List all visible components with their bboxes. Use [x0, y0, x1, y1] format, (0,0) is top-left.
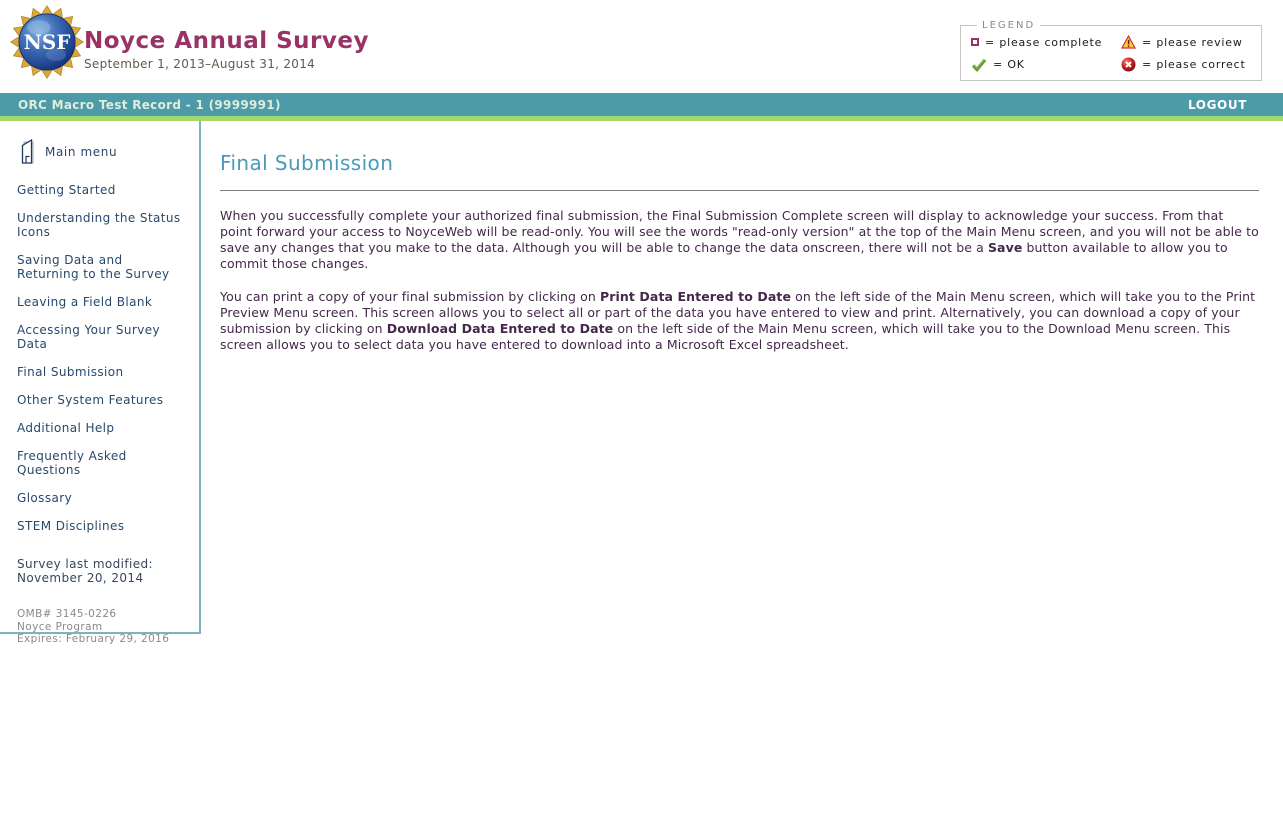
main-menu-icon — [17, 137, 37, 167]
legend-grid — [971, 35, 1251, 72]
error-icon — [1121, 57, 1136, 72]
legend-label: = OK — [993, 58, 1025, 71]
main-content — [201, 121, 1283, 366]
warning-icon — [1121, 35, 1136, 49]
app-subtitle: September 1, 2013–August 31, 2014 — [84, 57, 316, 71]
header — [0, 0, 1283, 93]
title-block — [84, 28, 369, 71]
sidebar-item[interactable]: Saving Data and Returning to the Survey — [17, 253, 170, 281]
sidebar-item[interactable]: Accessing Your Survey Data — [17, 323, 161, 351]
legend-item-correct — [1121, 57, 1251, 72]
legend-label: = please complete — [985, 35, 1103, 49]
logout-button[interactable]: LOGOUT — [1187, 97, 1247, 112]
survey-last-modified-label: Survey last modified: — [17, 557, 153, 571]
legend-item-ok — [971, 57, 1121, 72]
survey-last-modified — [17, 557, 199, 585]
omb-block — [17, 608, 199, 646]
app-title: Noyce Annual Survey — [84, 28, 369, 54]
omb-number: OMB# 3145-0226 — [17, 608, 117, 620]
sidebar-item[interactable]: Final Submission — [17, 365, 124, 379]
sidebar-item[interactable]: Frequently Asked Questions — [17, 449, 127, 477]
check-icon — [971, 58, 987, 72]
sidebar-item[interactable]: Leaving a Field Blank — [17, 295, 153, 309]
page-title: Final Submission — [220, 151, 394, 175]
legend-title: LEGEND — [982, 20, 1036, 31]
sidebar-item[interactable]: Getting Started — [17, 183, 116, 197]
legend-item-complete — [971, 35, 1121, 49]
record-bar — [0, 93, 1283, 116]
legend-label: = please correct — [1142, 58, 1246, 71]
sidebar-item[interactable]: Other System Features — [17, 393, 164, 407]
omb-expires: Expires: February 29, 2016 — [17, 633, 170, 645]
square-icon — [971, 38, 979, 46]
sidebar-item[interactable]: Additional Help — [17, 421, 115, 435]
nsf-logo-icon — [9, 4, 85, 80]
sidebar-item[interactable]: STEM Disciplines — [17, 519, 125, 533]
sidebar — [0, 121, 201, 645]
survey-last-modified-date: November 20, 2014 — [17, 571, 144, 585]
legend-item-review — [1121, 35, 1251, 49]
sidebar-nav — [17, 183, 199, 533]
sidebar-item-main-menu[interactable] — [17, 137, 199, 167]
sidebar-item[interactable]: Understanding the Status Icons — [17, 211, 181, 239]
legend-label: = please review — [1142, 35, 1243, 49]
content-area — [0, 121, 1283, 645]
record-title: ORC Macro Test Record - 1 (9999991) — [18, 97, 281, 112]
divider — [220, 190, 1259, 191]
legend-box — [960, 20, 1262, 81]
omb-program: Noyce Program — [17, 620, 103, 633]
nsf-logo-text: NSF — [23, 30, 71, 55]
paragraph-1: When you successfully complete your authorized final submission, the Final Submission Complete screen will display to acknowledge your success. From that point forward your access to NoyceWeb will be read-only. You will see the words "read-only version" at the top of the Main Menu screen, and you will not be able to save any changes that you make to the data. Although you will be able to change the data onscreen, there will not be a Save button available to allow you to commit those changes. — [220, 208, 1259, 271]
main-menu-label: Main menu — [45, 145, 118, 159]
paragraph-2: You can print a copy of your final submission by clicking on Print Data Entered to Date on the left side of the Main Menu screen, which will take you to the Print Preview Menu screen. This screen allows you to select all or part of the data you have entered to view and print. Alternatively, you can download a copy of your submission by clicking on Download Data Entered to Date on the left side of the Main Menu screen, which will take you to the Download Menu screen. This screen allows you to select data you have entered to download into a Microsoft Excel spreadsheet. — [220, 289, 1256, 352]
sidebar-item[interactable]: Glossary — [17, 491, 73, 505]
